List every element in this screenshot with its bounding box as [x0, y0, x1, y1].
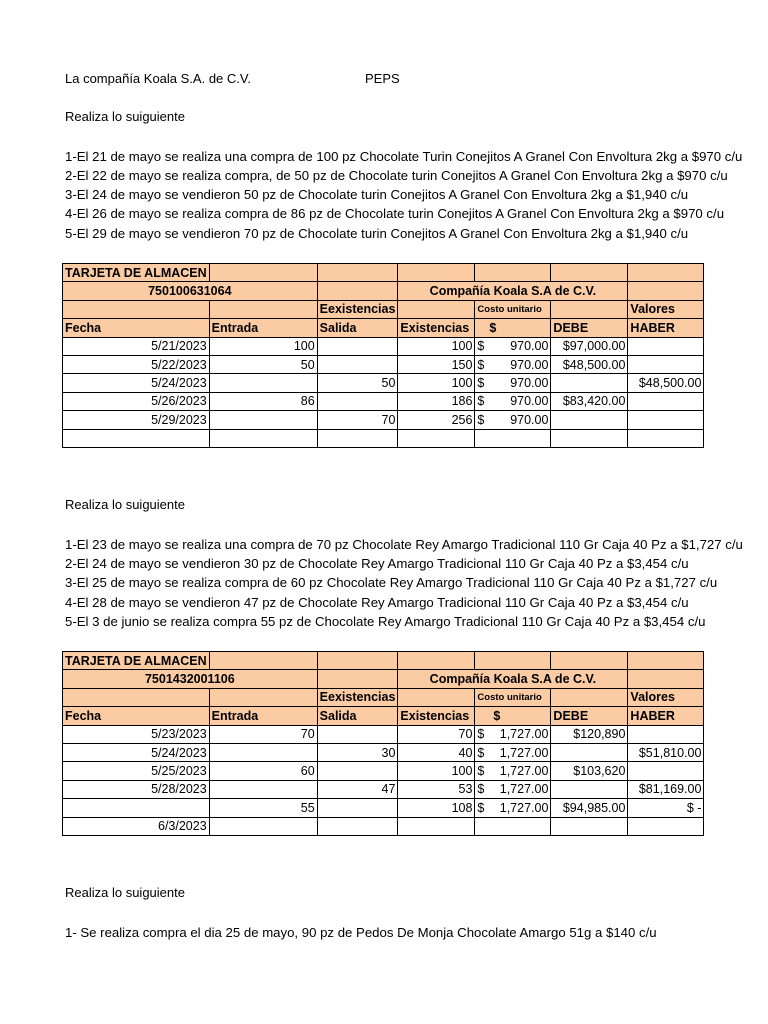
cell-debe [551, 411, 628, 429]
table-row [63, 799, 704, 817]
inventory-card-2 [62, 651, 704, 836]
cell-existencias [398, 817, 475, 835]
col-fecha: Fecha [63, 707, 210, 725]
col-fecha: Fecha [63, 319, 210, 337]
cell-entrada: 86 [209, 392, 317, 410]
cell-debe [551, 429, 628, 447]
header-cell [317, 282, 398, 300]
cell-debe: $94,985.00 [551, 799, 628, 817]
col-valores: Valores [628, 300, 704, 318]
cell-entrada [209, 429, 317, 447]
cell-fecha: 5/23/2023 [63, 725, 210, 743]
cell-costo-unitario [475, 429, 551, 447]
cell-existencias: 100 [398, 337, 475, 355]
card-company: Compañía Koala S.A de C.V. [398, 670, 628, 688]
cell-entrada [209, 411, 317, 429]
cell-haber: $51,810.00 [628, 743, 704, 761]
cell-existencias: 108 [398, 799, 475, 817]
cell-entrada [209, 743, 317, 761]
card-company: Compañía Koala S.A de C.V. [398, 282, 628, 300]
cell-costo-unitario [475, 762, 551, 780]
cell-existencias: 100 [398, 374, 475, 392]
card-title: TARJETA DE ALMACEN [63, 652, 210, 670]
header-cell [398, 688, 475, 706]
header-cell [475, 264, 551, 282]
cell-haber: $48,500.00 [628, 374, 704, 392]
header-cell [398, 652, 475, 670]
cell-salida [317, 817, 398, 835]
currency-sign: $ [477, 394, 485, 409]
table-row [63, 780, 704, 798]
cell-debe [551, 743, 628, 761]
cell-existencias: 40 [398, 743, 475, 761]
col-dollar: $ [475, 707, 551, 725]
unit-cost-value: 1,727.00 [499, 782, 549, 797]
cell-salida [317, 355, 398, 373]
cell-haber: $ - [628, 799, 704, 817]
cell-fecha [63, 429, 210, 447]
cell-salida: 30 [317, 743, 398, 761]
cell-fecha: 5/24/2023 [63, 743, 210, 761]
table-row [63, 817, 704, 835]
col-valores: Valores [628, 688, 704, 706]
cell-salida: 47 [317, 780, 398, 798]
table-row [63, 411, 704, 429]
cell-entrada [209, 374, 317, 392]
header-cell [551, 300, 628, 318]
header-cell [628, 670, 704, 688]
cell-salida [317, 337, 398, 355]
cell-existencias: 150 [398, 355, 475, 373]
table-row [63, 429, 704, 447]
cell-entrada [209, 780, 317, 798]
cell-haber [628, 337, 704, 355]
header-cell [317, 652, 398, 670]
header-cell [551, 688, 628, 706]
table-row [63, 337, 704, 355]
unit-cost-value: 970.00 [510, 412, 549, 427]
cell-costo-unitario [475, 725, 551, 743]
cell-haber [628, 392, 704, 410]
currency-sign: $ [477, 727, 485, 742]
cell-costo-unitario [475, 817, 551, 835]
currency-sign: $ [477, 339, 485, 354]
task-line: 1- Se realiza compra el dia 25 de mayo, 90 pz de Pedos De Monja Chocolate Amargo 51g a $140 c/u [65, 925, 657, 940]
header-cell [628, 652, 704, 670]
cell-existencias: 53 [398, 780, 475, 798]
cell-entrada: 100 [209, 337, 317, 355]
cell-haber [628, 429, 704, 447]
cell-costo-unitario [475, 411, 551, 429]
col-costo-unitario: Costo unitario [475, 688, 551, 706]
cell-fecha: 5/26/2023 [63, 392, 210, 410]
method-label: PEPS [365, 71, 400, 86]
unit-cost-value: 970.00 [510, 394, 549, 409]
table-row [63, 725, 704, 743]
unit-cost-value: 1,727.00 [499, 800, 549, 815]
cell-costo-unitario [475, 355, 551, 373]
cell-fecha: 5/25/2023 [63, 762, 210, 780]
header-cell [209, 652, 317, 670]
cell-debe [551, 817, 628, 835]
header-cell [551, 652, 628, 670]
task-line: 4-El 26 de mayo se realiza compra de 86 pz de Chocolate turin Conejitos A Granel Con Envoltura 2kg a $970 c/u [65, 206, 725, 221]
cell-fecha: 6/3/2023 [63, 817, 210, 835]
cell-debe [551, 780, 628, 798]
header-cell [63, 688, 210, 706]
cell-debe: $48,500.00 [551, 355, 628, 373]
table-row [63, 374, 704, 392]
header-cell [209, 300, 317, 318]
cell-debe [551, 374, 628, 392]
col-existencias-top: Eexistencias [317, 688, 398, 706]
task-line: 3-El 24 de mayo se vendieron 50 pz de Chocolate turin Conejitos A Granel Con Envoltura 2kg a $1,940 c/u [65, 187, 689, 202]
header-cell [551, 264, 628, 282]
header-cell [398, 300, 475, 318]
task-line: 2-El 22 de mayo se realiza compra, de 50 pz de Chocolate turin Conejitos A Granel Con Envoltura 2kg a $970 c/u [65, 168, 728, 183]
task-line: 4-El 28 de mayo se vendieron 47 pz de Chocolate Rey Amargo Tradicional 110 Gr Caja 40 Pz a $3,454 c/u [65, 595, 689, 610]
currency-sign: $ [477, 376, 485, 391]
product-code: 7501432001106 [63, 670, 318, 688]
col-costo-unitario: Costo unitario [475, 300, 551, 318]
col-salida: Salida [317, 319, 398, 337]
cell-existencias: 100 [398, 762, 475, 780]
cell-debe: $83,420.00 [551, 392, 628, 410]
unit-cost-value: 970.00 [510, 357, 549, 372]
cell-fecha: 5/24/2023 [63, 374, 210, 392]
instruction-3: Realiza lo suiguiente [65, 885, 185, 900]
currency-sign: $ [477, 357, 485, 372]
inventory-card-1 [62, 263, 704, 448]
table-row [63, 355, 704, 373]
currency-sign: $ [477, 764, 485, 779]
col-dollar: $ [475, 319, 551, 337]
company-name: La compañía Koala S.A. de C.V. [65, 71, 251, 86]
task-line: 2-El 24 de mayo se vendieron 30 pz de Chocolate Rey Amargo Tradicional 110 Gr Caja 40 Pz a $3,454 c/u [65, 556, 689, 571]
cell-entrada: 50 [209, 355, 317, 373]
cell-haber [628, 725, 704, 743]
cell-haber [628, 762, 704, 780]
cell-debe: $120,890 [551, 725, 628, 743]
task-line: 5-El 3 de junio se realiza compra 55 pz de Chocolate Rey Amargo Tradicional 110 Gr Caja 40 Pz a $3,454 c/u [65, 614, 706, 629]
instruction-1: Realiza lo suiguiente [65, 109, 185, 124]
table-row [63, 392, 704, 410]
header-cell [475, 652, 551, 670]
currency-sign: $ [477, 745, 485, 760]
unit-cost-value: 1,727.00 [499, 764, 549, 779]
cell-entrada: 60 [209, 762, 317, 780]
cell-fecha [63, 799, 210, 817]
task-line: 1-El 23 de mayo se realiza una compra de 70 pz Chocolate Rey Amargo Tradicional 110 Gr Caja 40 Pz a $1,727 c/u [65, 537, 743, 552]
cell-haber [628, 355, 704, 373]
cell-haber [628, 411, 704, 429]
col-existencias-top: Eexistencias [317, 300, 398, 318]
cell-existencias: 186 [398, 392, 475, 410]
table-row [63, 743, 704, 761]
task-line: 3-El 25 de mayo se realiza compra de 60 pz Chocolate Rey Amargo Tradicional 110 Gr Caja 40 Pz a $1,727 c/u [65, 575, 718, 590]
header-cell [398, 264, 475, 282]
cell-salida: 50 [317, 374, 398, 392]
unit-cost-value: 1,727.00 [499, 745, 549, 760]
card-title: TARJETA DE ALMACEN [63, 264, 210, 282]
cell-salida [317, 762, 398, 780]
col-entrada: Entrada [209, 319, 317, 337]
cell-fecha: 5/29/2023 [63, 411, 210, 429]
cell-salida: 70 [317, 411, 398, 429]
cell-haber: $81,169.00 [628, 780, 704, 798]
cell-salida [317, 429, 398, 447]
product-code: 750100631064 [63, 282, 318, 300]
cell-costo-unitario [475, 780, 551, 798]
header-cell [317, 670, 398, 688]
header-cell [63, 300, 210, 318]
header-cell [317, 264, 398, 282]
col-entrada: Entrada [209, 707, 317, 725]
instruction-2: Realiza lo suiguiente [65, 497, 185, 512]
col-haber: HABER [628, 707, 704, 725]
header-cell [209, 688, 317, 706]
header-cell [628, 264, 704, 282]
cell-fecha: 5/22/2023 [63, 355, 210, 373]
unit-cost-value: 970.00 [510, 376, 549, 391]
col-debe: DEBE [551, 319, 628, 337]
header-cell [209, 264, 317, 282]
cell-entrada [209, 817, 317, 835]
cell-fecha: 5/28/2023 [63, 780, 210, 798]
cell-existencias: 70 [398, 725, 475, 743]
cell-entrada: 55 [209, 799, 317, 817]
cell-costo-unitario [475, 392, 551, 410]
unit-cost-value: 970.00 [510, 339, 549, 354]
table-row [63, 762, 704, 780]
currency-sign: $ [477, 800, 485, 815]
cell-debe: $97,000.00 [551, 337, 628, 355]
cell-entrada: 70 [209, 725, 317, 743]
cell-existencias: 256 [398, 411, 475, 429]
cell-costo-unitario [475, 337, 551, 355]
currency-sign: $ [477, 782, 485, 797]
unit-cost-value: 1,727.00 [499, 727, 549, 742]
cell-salida [317, 392, 398, 410]
cell-haber [628, 817, 704, 835]
cell-salida [317, 799, 398, 817]
col-salida: Salida [317, 707, 398, 725]
task-line: 5-El 29 de mayo se vendieron 70 pz de Chocolate turin Conejitos A Granel Con Envoltura 2kg a $1,940 c/u [65, 226, 689, 241]
cell-fecha: 5/21/2023 [63, 337, 210, 355]
col-haber: HABER [628, 319, 704, 337]
task-line: 1-El 21 de mayo se realiza una compra de 100 pz Chocolate Turin Conejitos A Granel Con Envoltura 2kg a $970 c/u [65, 149, 743, 164]
currency-sign: $ [477, 412, 485, 427]
cell-salida [317, 725, 398, 743]
cell-costo-unitario [475, 743, 551, 761]
col-existencias: Existencias [398, 707, 475, 725]
cell-costo-unitario [475, 799, 551, 817]
col-existencias: Existencias [398, 319, 475, 337]
header-cell [628, 282, 704, 300]
col-debe: DEBE [551, 707, 628, 725]
cell-existencias [398, 429, 475, 447]
cell-debe: $103,620 [551, 762, 628, 780]
cell-costo-unitario [475, 374, 551, 392]
